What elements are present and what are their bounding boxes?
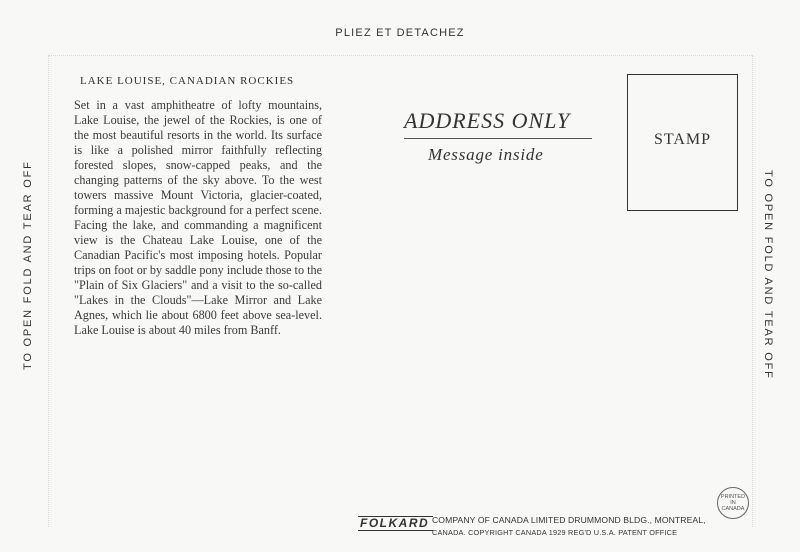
perforation-top (48, 55, 752, 56)
printed-in-canada-seal: PRINTED IN CANADA (717, 487, 749, 519)
description-title: LAKE LOUISE, CANADIAN ROCKIES (80, 75, 295, 87)
publisher-line-2: CANADA. COPYRIGHT CANADA 1929 REG'D U.S.A. PATENT OFFICE (432, 528, 678, 537)
publisher-logo: FOLKARD (358, 516, 433, 531)
fold-instruction: PLIEZ ET DETACHEZ (335, 27, 465, 39)
address-heading: ADDRESS ONLY (404, 108, 571, 133)
right-tear-instruction: TO OPEN FOLD AND TEAR OFF (762, 170, 774, 380)
description-body: Set in a vast amphitheatre of lofty mountains, Lake Louise, the jewel of the Rockies, is one of the most beautiful resorts in the world. Its surface is like a polished mirror faithfully reflecting forested slopes, snow-capped peaks, and the changing patterns of the sky above. To the west towers massive Mount Victoria, glacier-coated, forming a majestic background for a perfect scene. Facing the lake, and commanding a magnificent view is the Chateau Lake Louise, one of the Canadian Pacific's most imposing hotels. Popular trips on foot or by saddle pony include those to the "Plain of Six Glaciers" and a visit to the so-called "Lakes in the Clouds"—Lake Mirror and Lake Agnes, which lie about 6800 feet above sea-level. Lake Louise is about 40 miles from Banff. (74, 98, 322, 337)
publisher-line-1: COMPANY OF CANADA LIMITED DRUMMOND BLDG., MONTREAL, (432, 515, 706, 525)
perforation-left (48, 55, 49, 527)
stamp-label: STAMP (653, 131, 712, 148)
stamp-box (627, 74, 738, 211)
left-tear-instruction: TO OPEN FOLD AND TEAR OFF (22, 160, 34, 370)
address-divider (404, 138, 592, 139)
perforation-right (752, 55, 753, 527)
address-subheading: Message inside (428, 145, 544, 164)
